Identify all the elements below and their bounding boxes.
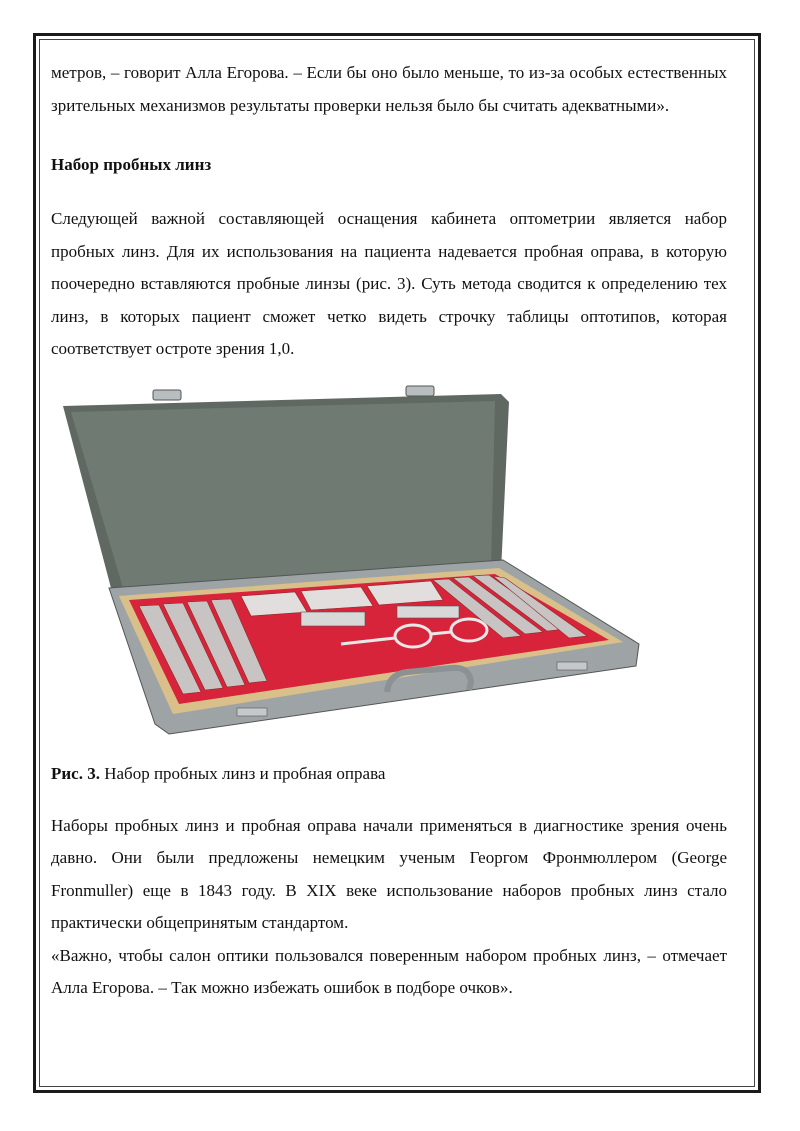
- trial-lens-case-illustration: [51, 374, 651, 746]
- figure-caption-label: Рис. 3.: [51, 763, 100, 783]
- figure-caption-text: Набор пробных линз и пробная оправа: [99, 763, 386, 783]
- paragraph-body-2: Наборы пробных линз и пробная оправа начали применяться в диагностике зрения очень давно. Они были предложены немецким ученым Георгом Фронмюллером (George Fronmuller) еще в 1843 году. В XIX веке использование наборов пробных линз стало практически общепринятым стандартом.: [51, 815, 727, 932]
- figure-trial-lens-case: [51, 374, 651, 746]
- page-content: [51, 57, 727, 1005]
- figure-caption: [51, 759, 727, 789]
- paragraph-body-3: «Важно, чтобы салон оптики пользовался поверенным набором пробных линз, – отмечает Алла Егорова. – Так можно избежать ошибок в подборе очков».: [51, 945, 727, 997]
- case-lid-panel: [71, 401, 495, 588]
- page-border: [33, 33, 761, 1093]
- section-heading: Набор пробных линз: [51, 155, 212, 174]
- paragraph-body-1: Следующей важной составляющей оснащения кабинета оптометрии является набор пробных линз. Для их использования на пациента надевается пробная оправа, в которую поочередно вставляются пробные линзы (рис. 3). Суть метода сводится к определению тех линз, в которых пациент сможет четко видеть строчку таблицы оптотипов, которая соответствует остроте зрения 1,0.: [51, 209, 727, 358]
- paragraph-intro: метров, – говорит Алла Егорова. – Если бы оно было меньше, то из-за особых естественных зрительных механизмов результаты проверки нельзя было бы считать адекватными».: [51, 63, 727, 115]
